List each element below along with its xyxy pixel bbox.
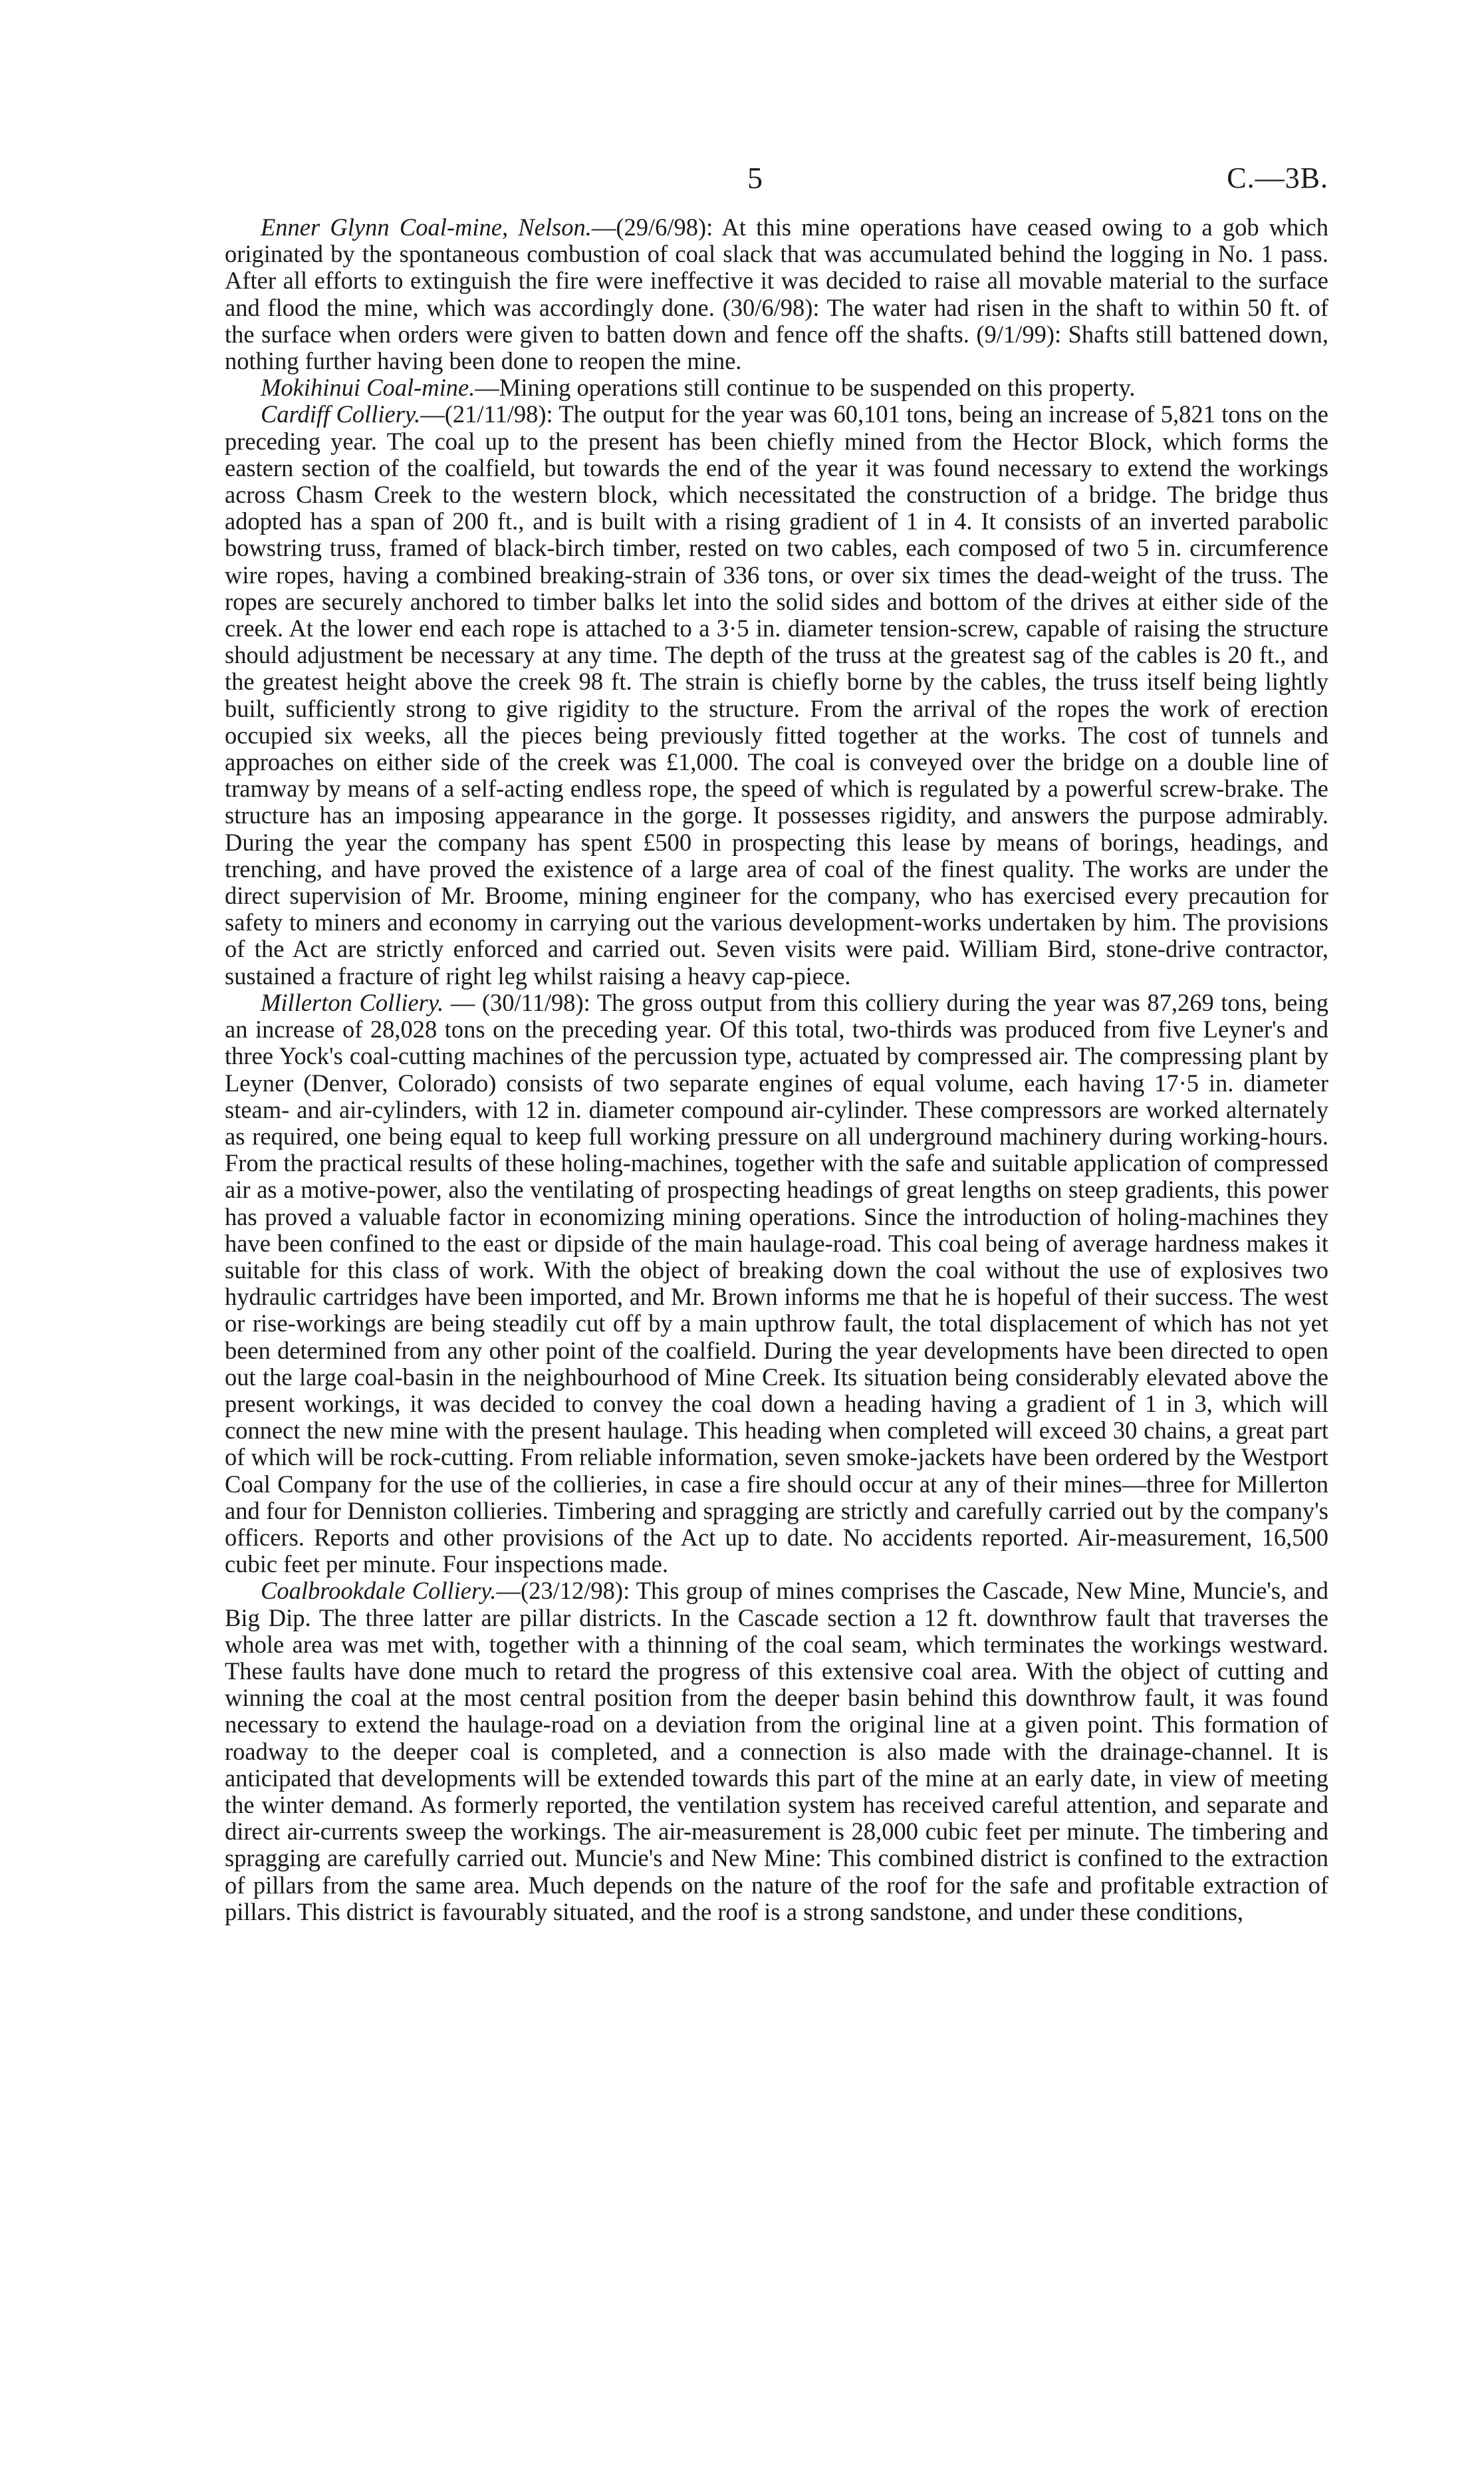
paragraph-title: Cardiff Colliery. (261, 400, 421, 428)
paragraph-mokihinui (225, 374, 1328, 401)
paragraph-title: Mokihinui Coal-mine. (261, 374, 475, 402)
paragraph-title: Coalbrookdale Colliery. (261, 1577, 497, 1605)
body-text (225, 214, 1328, 1925)
paragraph-text: —(29/6/98): At this mine operations have ceased owing to a gob which originated by the spontaneous combustion of coal slack that was accumulated behind the logging in No. 1 pass. After all efforts to extinguish the fire were ineffective it was decided to raise all movable material to the surface and flood the mine, which was accordingly done. (30/6/98): The water had risen in the shaft to within 50 ft. of the surface when orders were given to batten down and fence off the shafts. (9/1/99): Shafts still battened down, nothing further having been done to reopen the mine. (225, 213, 1328, 375)
page-header (225, 158, 1328, 205)
paragraph-text: — (30/11/98): The gross output from this colliery during the year was 87,269 tons, being an increase of 28,028 tons on the preceding year. Of this total, two-thirds was produced from five Leyner's and three Yock's coal-cutting machines of the percussion type, actuated by compressed air. The compressing plant by Leyner (Denver, Colorado) consists of two separate engines of equal volume, each having 17·5 in. diameter steam- and air-cylinders, with 12 in. diameter compound air-cylinder. These compressors are worked alternately as required, one being equal to keep full working pressure on all underground machinery during working-hours. From the practical results of these holing-machines, together with the safe and suitable application of compressed air as a motive-power, also the ventilating of prospecting headings of great lengths on steep gradients, this power has proved a valuable factor in economizing mining operations. Since the introduction of holing-machines they have been confined to the east or dipside of the main haulage-road. This coal being of average hardness makes it suitable for this class of work. With the object of breaking down the coal without the use of explosives two hydraulic cartridges have been imported, and Mr. Brown informs me that he is hopeful of their success. The west or rise-workings are being steadily cut off by a main upthrow fault, the total displacement of which has not yet been determined from any other point of the coalfield. During the year developments have been directed to open out the large coal-basin in the neighbourhood of Mine Creek. Its situation being considerably elevated above the present workings, it was decided to convey the coal down a heading having a gradient of 1 in 3, which will connect the new mine with the present haulage. This heading when completed will exceed 30 chains, a great part of which will be rock-cutting. From reliable information, seven smoke-jackets have been ordered by the Westport Coal Company for the use of the collieries, in case a fire should occur at any of their mines—three for Millerton and four for Denniston collieries. Timbering and spragging are strictly and carefully carried out by the company's officers. Reports and other provisions of the Act up to date. No accidents reported. Air-measurement, 16,500 cubic feet per minute. Four inspections made. (225, 988, 1328, 1578)
paragraph-enner-glynn (225, 214, 1328, 374)
paragraph-title: Millerton Colliery. (261, 988, 444, 1016)
document-reference: C.—3B. (1227, 162, 1328, 194)
paragraph-text: —Mining operations still continue to be suspended on this property. (475, 374, 1136, 402)
paragraph-coalbrookdale (225, 1578, 1328, 1925)
paragraph-cardiff (225, 401, 1328, 989)
paragraph-title: Enner Glynn Coal-mine, Nelson. (261, 213, 592, 241)
paragraph-millerton (225, 990, 1328, 1578)
document-page (225, 158, 1328, 1925)
paragraph-text: —(23/12/98): This group of mines comprises the Cascade, New Mine, Muncie's, and Big Dip. The three latter are pillar districts. In the Cascade section a 12 ft. downthrow fault that traverses the whole area was met with, together with a thinning of the coal seam, which terminates the workings westward. These faults have done much to retard the progress of this extensive coal area. With the object of cutting and winning the coal at the most central position from the deeper basin behind this downthrow fault, it was found necessary to extend the haulage-road on a deviation from the original line at a given point. This formation of roadway to the deeper coal is completed, and a connection is also made with the drainage-channel. It is anticipated that developments will be extended towards this part of the mine at an early date, in view of meeting the winter demand. As formerly reported, the ventilation system has received careful attention, and separate and direct air-currents sweep the workings. The air-measurement is 28,000 cubic feet per minute. The timbering and spragging are carefully carried out. Muncie's and New Mine: This combined district is confined to the extraction of pillars from the same area. Much depends on the nature of the roof for the safe and profitable extraction of pillars. This district is favourably situated, and the roof is a strong sandstone, and under these conditions, (225, 1577, 1328, 1925)
paragraph-text: —(21/11/98): The output for the year was 60,101 tons, being an increase of 5,821 tons on the preceding year. The coal up to the present has been chiefly mined from the Hector Block, which forms the eastern section of the coalfield, but towards the end of the year it was found necessary to extend the workings across Chasm Creek to the western block, which necessitated the construction of a bridge. The bridge thus adopted has a span of 200 ft., and is built with a rising gradient of 1 in 4. It consists of an inverted parabolic bowstring truss, framed of black-birch timber, rested on two cables, each composed of two 5 in. circumference wire ropes, having a combined breaking-strain of 336 tons, or over six times the dead-weight of the truss. The ropes are securely anchored to timber balks let into the solid sides and bottom of the drives at either side of the creek. At the lower end each rope is attached to a 3·5 in. diameter tension-screw, capable of raising the structure should adjustment be necessary at any time. The depth of the truss at the greatest sag of the cables is 20 ft., and the greatest height above the creek 98 ft. The strain is chiefly borne by the cables, the truss itself being lightly built, sufficiently strong to give rigidity to the structure. From the arrival of the ropes the work of erection occupied six weeks, all the pieces being previously fitted together at the works. The cost of tunnels and approaches on either side of the creek was £1,000. The coal is conveyed over the bridge on a double line of tramway by means of a self-acting endless rope, the speed of which is regulated by a powerful screw-brake. The structure has an imposing appearance in the gorge. It possesses rigidity, and answers the purpose admirably. During the year the company has spent £500 in prospecting this lease by means of borings, headings, and trenching, and have proved the existence of a large area of coal of the finest quality. The works are under the direct supervision of Mr. Broome, mining engineer for the company, who has exercised every precaution for safety to miners and economy in carrying out the various development-works undertaken by him. The provisions of the Act are strictly enforced and carried out. Seven visits were paid. William Bird, stone-drive contractor, sustained a fracture of right leg whilst raising a heavy cap-piece. (225, 400, 1328, 990)
page-number: 5 (747, 161, 763, 195)
